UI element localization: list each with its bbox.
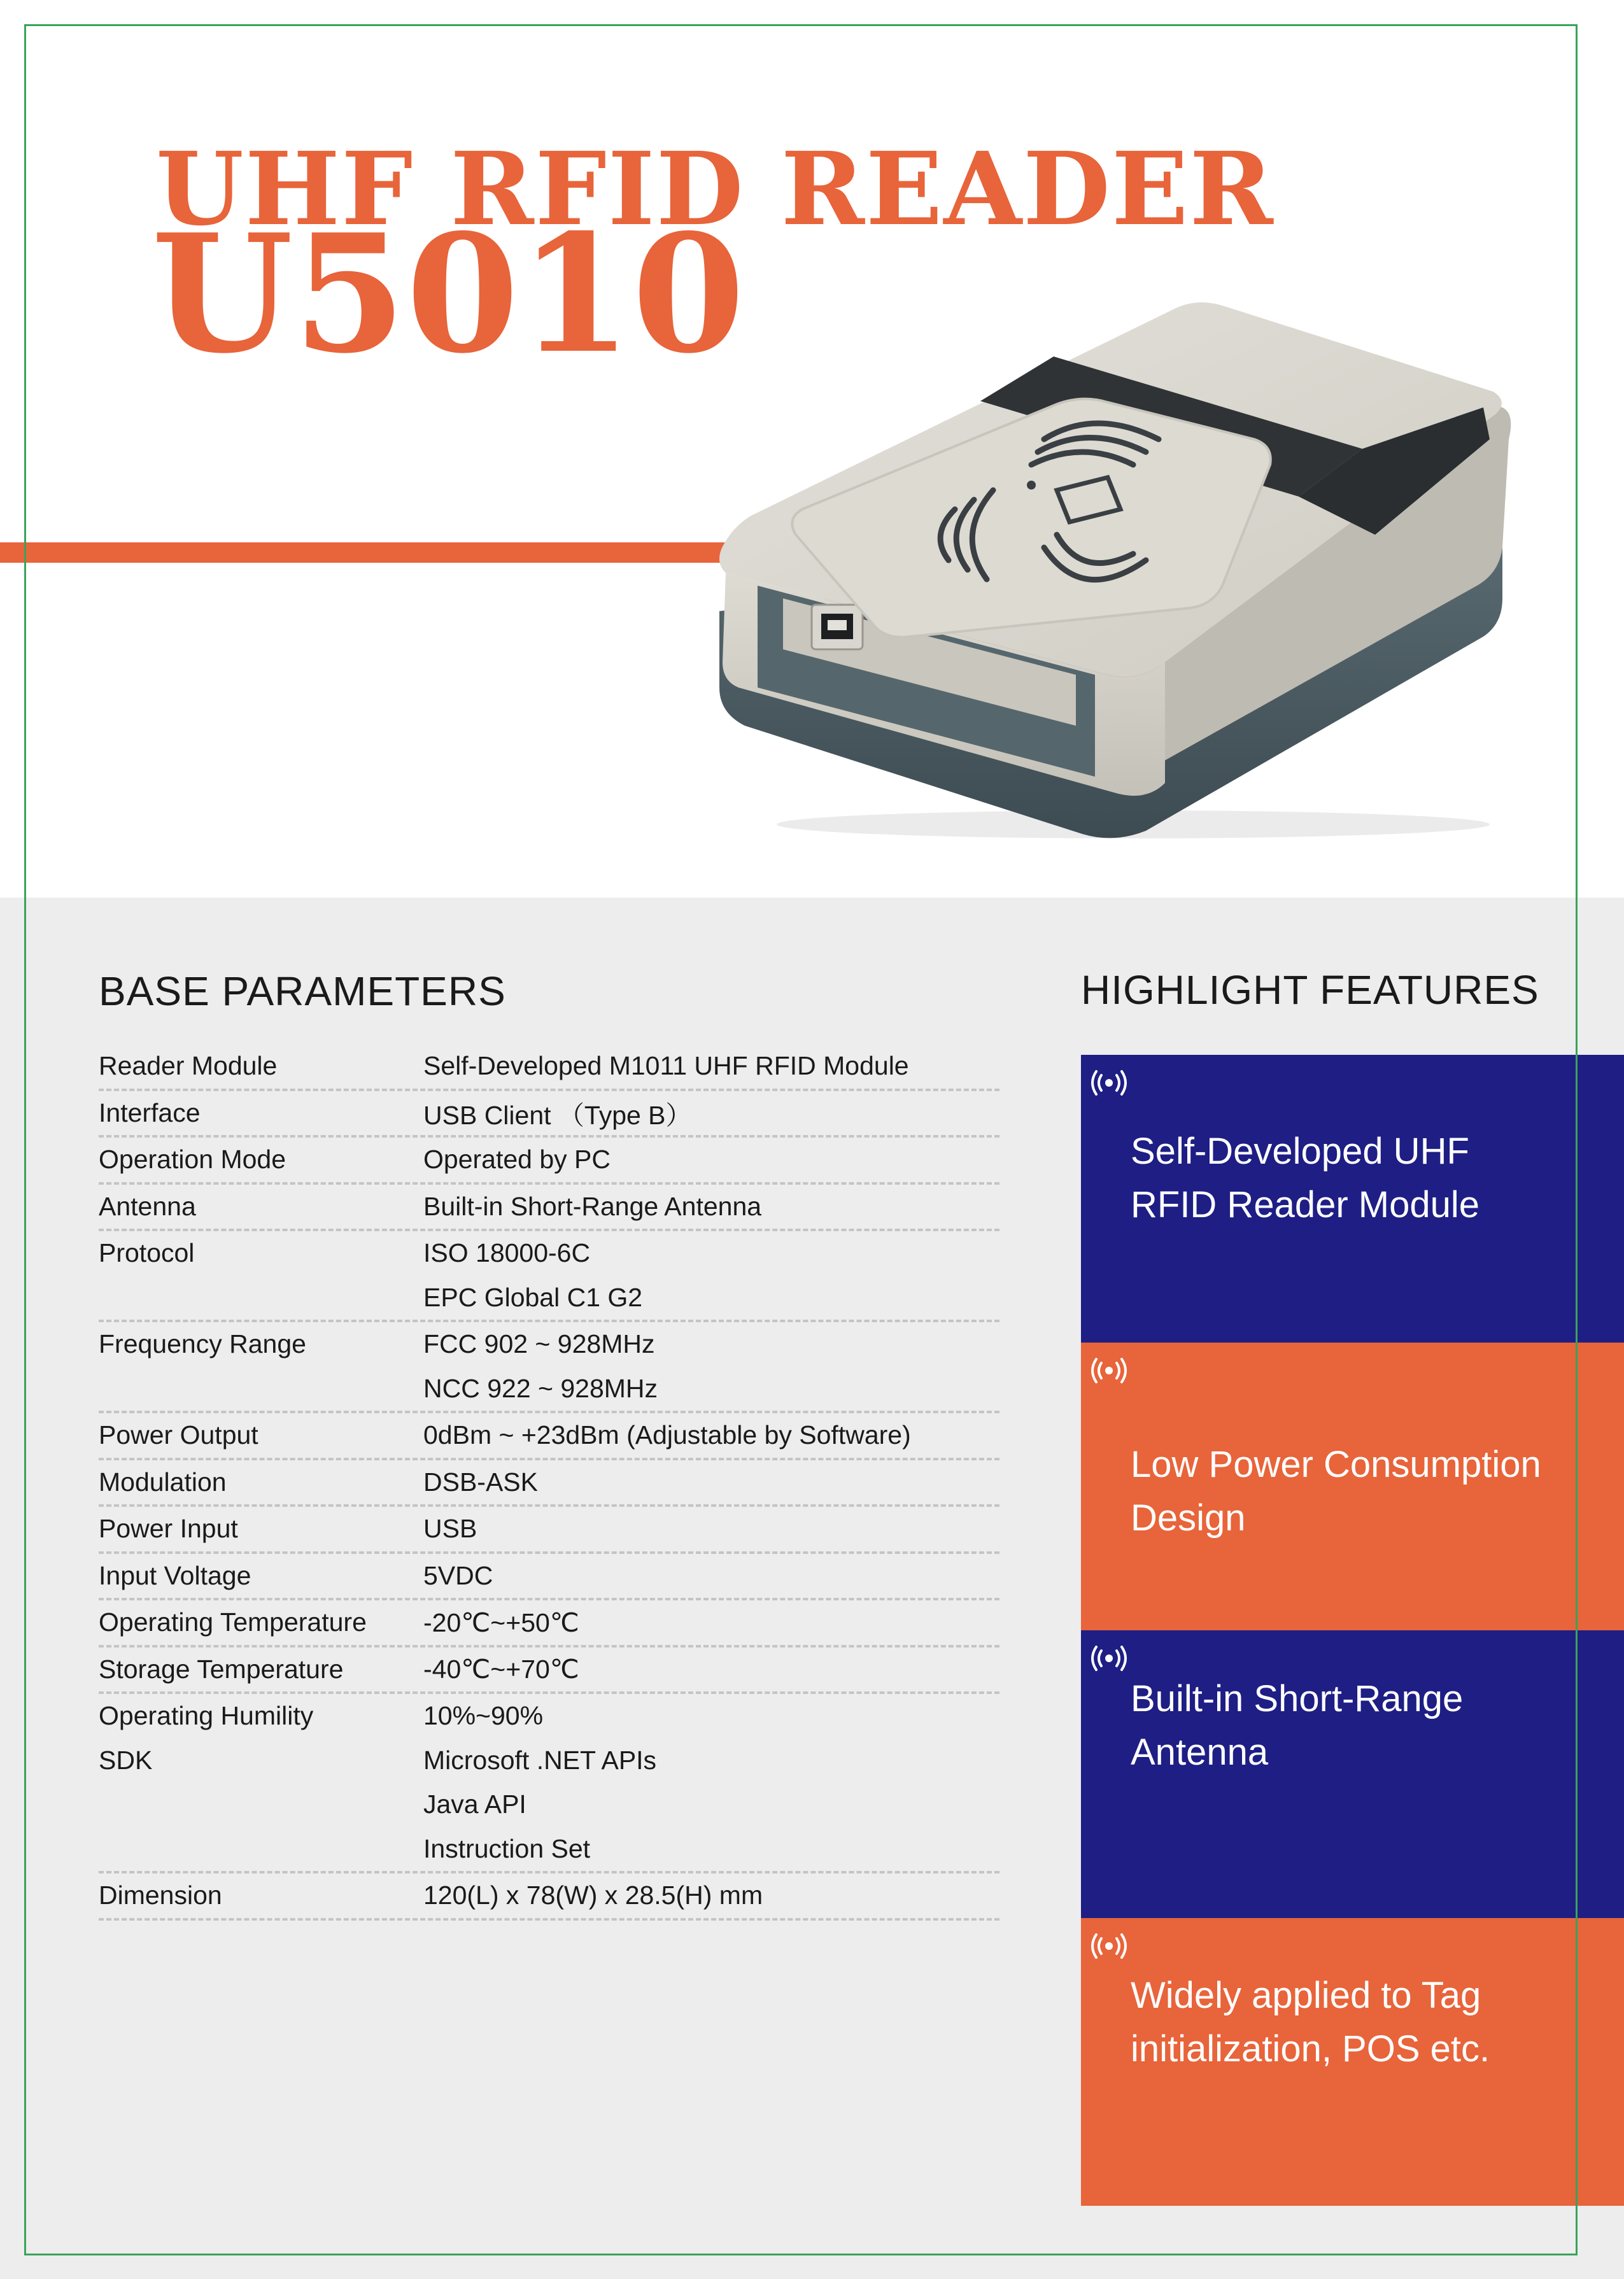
param-label: Operating Temperature — [99, 1607, 367, 1637]
feature-card-low-power — [1081, 1343, 1624, 1630]
product-category-title: UHF RFID READER — [156, 131, 1274, 248]
param-row-operating-humility — [99, 1694, 999, 1739]
param-row-frequency-range — [99, 1322, 999, 1413]
param-value: 5VDC — [423, 1560, 493, 1590]
param-value: DSB-ASK — [423, 1467, 538, 1497]
param-row-input-voltage — [99, 1554, 999, 1601]
param-label: Input Voltage — [99, 1560, 251, 1590]
param-value: 0dBm ~ +23dBm (Adjustable by Software) — [423, 1420, 911, 1450]
param-label: Reader Module — [99, 1051, 278, 1081]
param-value: -40℃~+70℃ — [423, 1655, 579, 1684]
wireless-signal-icon — [1090, 1064, 1128, 1102]
param-value: FCC 902 ~ 928MHz — [423, 1329, 655, 1359]
param-value: EPC Global C1 G2 — [423, 1282, 643, 1312]
param-row-modulation — [99, 1460, 999, 1507]
param-label: Power Input — [99, 1514, 238, 1544]
product-model-title: U5010 — [152, 199, 745, 390]
param-label: Antenna — [99, 1191, 196, 1221]
param-value: NCC 922 ~ 928MHz — [423, 1373, 658, 1403]
param-label: SDK — [99, 1745, 153, 1775]
feature-card-applications — [1081, 1918, 1624, 2206]
feature-card-antenna — [1081, 1630, 1624, 1918]
param-row-operating-temperature — [99, 1600, 999, 1648]
param-label: Interface — [99, 1097, 201, 1127]
param-row-power-output — [99, 1413, 999, 1460]
param-label: Protocol — [99, 1238, 195, 1268]
wireless-signal-icon — [1090, 1927, 1128, 1965]
param-value: Self-Developed M1011 UHF RFID Module — [423, 1051, 909, 1081]
highlight-features-title: HIGHLIGHT FEATURES — [1081, 967, 1539, 1013]
param-value: Instruction Set — [423, 1833, 591, 1863]
param-row-reader-module — [99, 1044, 999, 1091]
param-value: ISO 18000-6C — [423, 1238, 591, 1268]
param-label: Operation Mode — [99, 1145, 286, 1175]
param-label: Dimension — [99, 1880, 222, 1910]
feature-text-line: Design — [1131, 1497, 1246, 1539]
feature-card-self-developed — [1081, 1055, 1624, 1343]
param-value: USB — [423, 1514, 477, 1544]
param-label: Modulation — [99, 1467, 227, 1497]
param-value: 10%~90% — [423, 1701, 544, 1731]
feature-text-line: Self-Developed UHF — [1131, 1131, 1469, 1172]
feature-text-line: Low Power Consumption — [1131, 1444, 1541, 1485]
param-value: Java API — [423, 1789, 526, 1819]
rfid-reader-device-image — [700, 280, 1528, 853]
feature-text-line: Widely applied to Tag — [1131, 1975, 1481, 2016]
param-row-protocol — [99, 1231, 999, 1322]
wireless-signal-icon — [1090, 1351, 1128, 1390]
feature-text-line: RFID Reader Module — [1131, 1184, 1479, 1225]
param-label: Operating Humility — [99, 1701, 314, 1731]
param-label: Storage Temperature — [99, 1654, 344, 1684]
feature-text-line: initialization, POS etc. — [1131, 2028, 1490, 2070]
param-row-interface — [99, 1091, 999, 1138]
param-row-sdk — [99, 1739, 999, 1874]
param-row-operation-mode — [99, 1138, 999, 1185]
param-value: Built-in Short-Range Antenna — [423, 1191, 762, 1221]
wireless-signal-icon — [1090, 1639, 1128, 1677]
param-value: 120(L) x 78(W) x 28.5(H) mm — [423, 1880, 763, 1910]
param-value: -20℃~+50℃ — [423, 1607, 579, 1637]
param-value: USB Client （Type B） — [423, 1100, 692, 1130]
param-row-power-input — [99, 1507, 999, 1554]
param-row-dimension — [99, 1873, 999, 1921]
base-parameters-title: BASE PARAMETERS — [99, 968, 506, 1014]
feature-text-line: Built-in Short-Range — [1131, 1678, 1464, 1719]
param-label: Power Output — [99, 1420, 258, 1450]
param-value: Microsoft .NET APIs — [423, 1745, 657, 1775]
feature-text-line: Antenna — [1131, 1732, 1269, 1773]
param-row-antenna — [99, 1185, 999, 1232]
param-label: Frequency Range — [99, 1329, 306, 1359]
header-section — [0, 0, 1624, 898]
base-parameters-table — [99, 1044, 999, 1921]
orange-divider-bar — [0, 542, 738, 563]
param-row-storage-temperature — [99, 1648, 999, 1695]
param-value: Operated by PC — [423, 1145, 611, 1175]
